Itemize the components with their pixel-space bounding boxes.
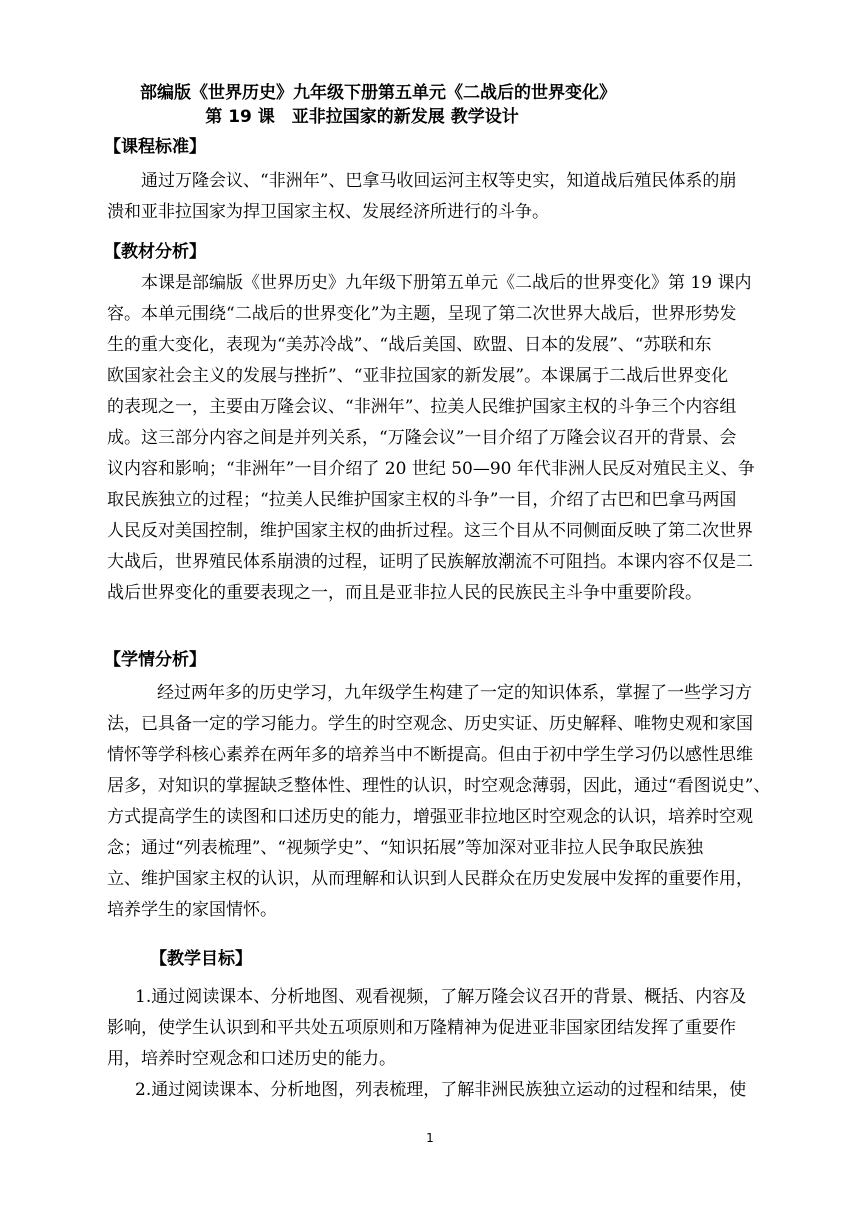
paragraph-line: 容。本单元围绕“二战后的世界变化”为主题，呈现了第二次世界大战后，世界形势发 <box>107 304 737 324</box>
paragraph-line: 大战后，世界殖民体系崩溃的过程，证明了民族解放潮流不可阻挡。本课内容不仅是二 <box>107 552 753 572</box>
section-body-goals <box>107 982 767 1106</box>
page-number: 1 <box>426 1131 434 1145</box>
document-title-line2: 第 19 课 亚非拉国家的新发展 教学设计 <box>205 107 519 127</box>
paragraph-line: 议内容和影响；“非洲年”一目介绍了 20 世纪 50—90 年代非洲人民反对殖民主义、争 <box>107 459 755 479</box>
paragraph-line: 居多，对知识的掌握缺乏整体性、理性的认识，时空观念薄弱，因此，通过“看图说史”、 <box>107 776 771 796</box>
paragraph-line: 通过万隆会议、“非洲年”、巴拿马收回运河主权等史实，知道战后殖民体系的崩 <box>141 171 737 191</box>
paragraph-line: 1.通过阅读课本、分析地图、观看视频，了解万隆会议召开的背景、概括、内容及 <box>135 987 747 1007</box>
paragraph-line: 情怀等学科核心素养在两年多的培养当中不断提高。但由于初中学生学习仍以感性思维 <box>107 745 753 765</box>
paragraph-line: 生的重大变化，表现为“美苏冷战”、“战后美国、欧盟、日本的发展”、“苏联和东 <box>107 335 712 355</box>
document-title-line1: 部编版《世界历史》九年级下册第五单元《二战后的世界变化》 <box>140 83 616 103</box>
paragraph-line: 人民反对美国控制，维护国家主权的曲折过程。这三个目从不同侧面反映了第二次世界 <box>107 521 753 541</box>
paragraph-line: 影响，使学生认识到和平共处五项原则和万隆精神为促进亚非国家团结发挥了重要作 <box>107 1018 736 1038</box>
paragraph-line: 本课是部编版《世界历史》九年级下册第五单元《二战后的世界变化》第 19 课内 <box>141 273 752 293</box>
paragraph-line: 念；通过“列表梳理”、“视频学史”、“知识拓展”等加深对亚非拉人民争取民族独 <box>107 838 704 858</box>
paragraph-line: 的表现之一，主要由万隆会议、“非洲年”、拉美人民维护国家主权的斗争三个内容组 <box>107 397 737 417</box>
section-heading-goals: 【教学目标】 <box>150 949 252 969</box>
paragraph-line: 用，培养时空观念和口述历史的能力。 <box>107 1049 396 1069</box>
paragraph-line: 欧国家社会主义的发展与挫折”、“亚非拉国家的新发展”。本课属于二战后世界变化 <box>107 366 729 386</box>
paragraph-line: 立、维护国家主权的认识，从而理解和认识到人民群众在历史发展中发挥的重要作用， <box>107 869 753 889</box>
section-heading-standard: 【课程标准】 <box>104 137 206 157</box>
paragraph-line: 法，已具备一定的学习能力。学生的时空观念、历史实证、历史解释、唯物史观和家国 <box>107 714 753 734</box>
paragraph-line: 经过两年多的历史学习，九年级学生构建了一定的知识体系，掌握了一些学习方 <box>157 683 752 703</box>
paragraph-line: 培养学生的家国情怀。 <box>107 900 277 920</box>
paragraph-line: 战后世界变化的重要表现之一，而且是亚非拉人民的民族民主斗争中重要阶段。 <box>107 583 702 603</box>
section-heading-material: 【教材分析】 <box>104 242 206 262</box>
section-heading-students: 【学情分析】 <box>104 650 206 670</box>
paragraph-line: 方式提高学生的读图和口述历史的能力，增强亚非拉地区时空观念的认识，培养时空观 <box>107 807 753 827</box>
section-body-students <box>107 678 771 926</box>
paragraph-line: 成。这三部分内容之间是并列关系，“万隆会议”一目介绍了万隆会议召开的背景、会 <box>107 428 737 448</box>
paragraph-line: 2.通过阅读课本、分析地图，列表梳理，了解非洲民族独立运动的过程和结果，使 <box>135 1080 747 1100</box>
section-body-standard <box>107 166 767 228</box>
paragraph-line: 取民族独立的过程；“拉美人民维护国家主权的斗争”一目，介绍了古巴和巴拿马两国 <box>107 490 737 510</box>
section-body-material <box>107 268 767 609</box>
paragraph-line: 溃和亚非拉国家为捍卫国家主权、发展经济所进行的斗争。 <box>107 202 549 222</box>
